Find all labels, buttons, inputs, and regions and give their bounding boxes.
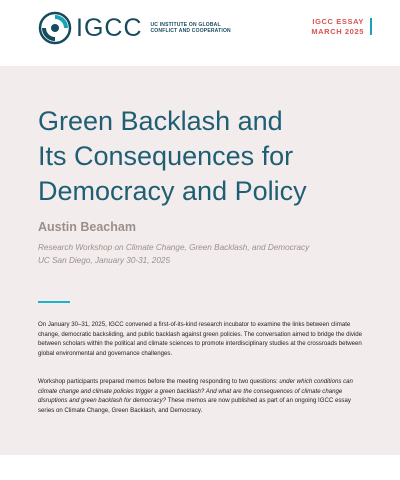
memo-paragraph xyxy=(38,377,366,415)
logo-subtitle xyxy=(151,22,241,34)
igcc-logo-mark-icon xyxy=(38,11,72,45)
header xyxy=(0,0,400,66)
logo-subtitle-line: UC INSTITUTE ON GLOBAL xyxy=(150,22,221,28)
igcc-logo[interactable] xyxy=(38,11,241,45)
memo-paragraph-questions: under which conditions can climate change and climate policies trigger a green backlash? And what are the consequences of climate change disruptions and green backlash for democracy? xyxy=(38,378,353,404)
event-info xyxy=(38,241,309,267)
title-line: Its Consequences for xyxy=(38,141,294,171)
event-location-date: UC San Diego, January 30-31, 2025 xyxy=(38,256,170,265)
title-line: Green Backlash and xyxy=(38,106,283,136)
divider-rule xyxy=(38,301,70,303)
memo-paragraph-intro: Workshop participants prepared memos before the meeting responding to two questions: xyxy=(38,378,280,385)
essay-badge xyxy=(311,17,364,37)
essay-type: IGCC ESSAY xyxy=(312,17,364,26)
author-name: Austin Beacham xyxy=(38,220,136,234)
badge-accent-bar xyxy=(370,18,372,35)
essay-date: MARCH 2025 xyxy=(311,27,364,36)
logo-wordmark: IGCC xyxy=(76,13,143,42)
memo-paragraph-outro: These memos are now published as part of an ongoing IGCC essay series on Climate Change, Green Backlash, and Democracy. xyxy=(38,397,351,414)
event-title: Research Workshop on Climate Change, Green Backlash, and Democracy xyxy=(38,243,310,252)
title-line: Democracy and Policy xyxy=(38,176,307,206)
document-title xyxy=(38,104,378,209)
intro-paragraph: On January 30–31, 2025, IGCC convened a first-of-its-kind research incubator to examine the links between climate change, democratic backsliding, and public backlash against green policies. The conversation aimed to bridge the divide between scholars within the political and climate sciences to promote interdisciplinary studies at the crossroads between global environmental and governance challenges. xyxy=(38,321,363,357)
logo-subtitle-line: CONFLICT AND COOPERATION xyxy=(150,28,231,34)
cover-panel xyxy=(0,66,400,455)
